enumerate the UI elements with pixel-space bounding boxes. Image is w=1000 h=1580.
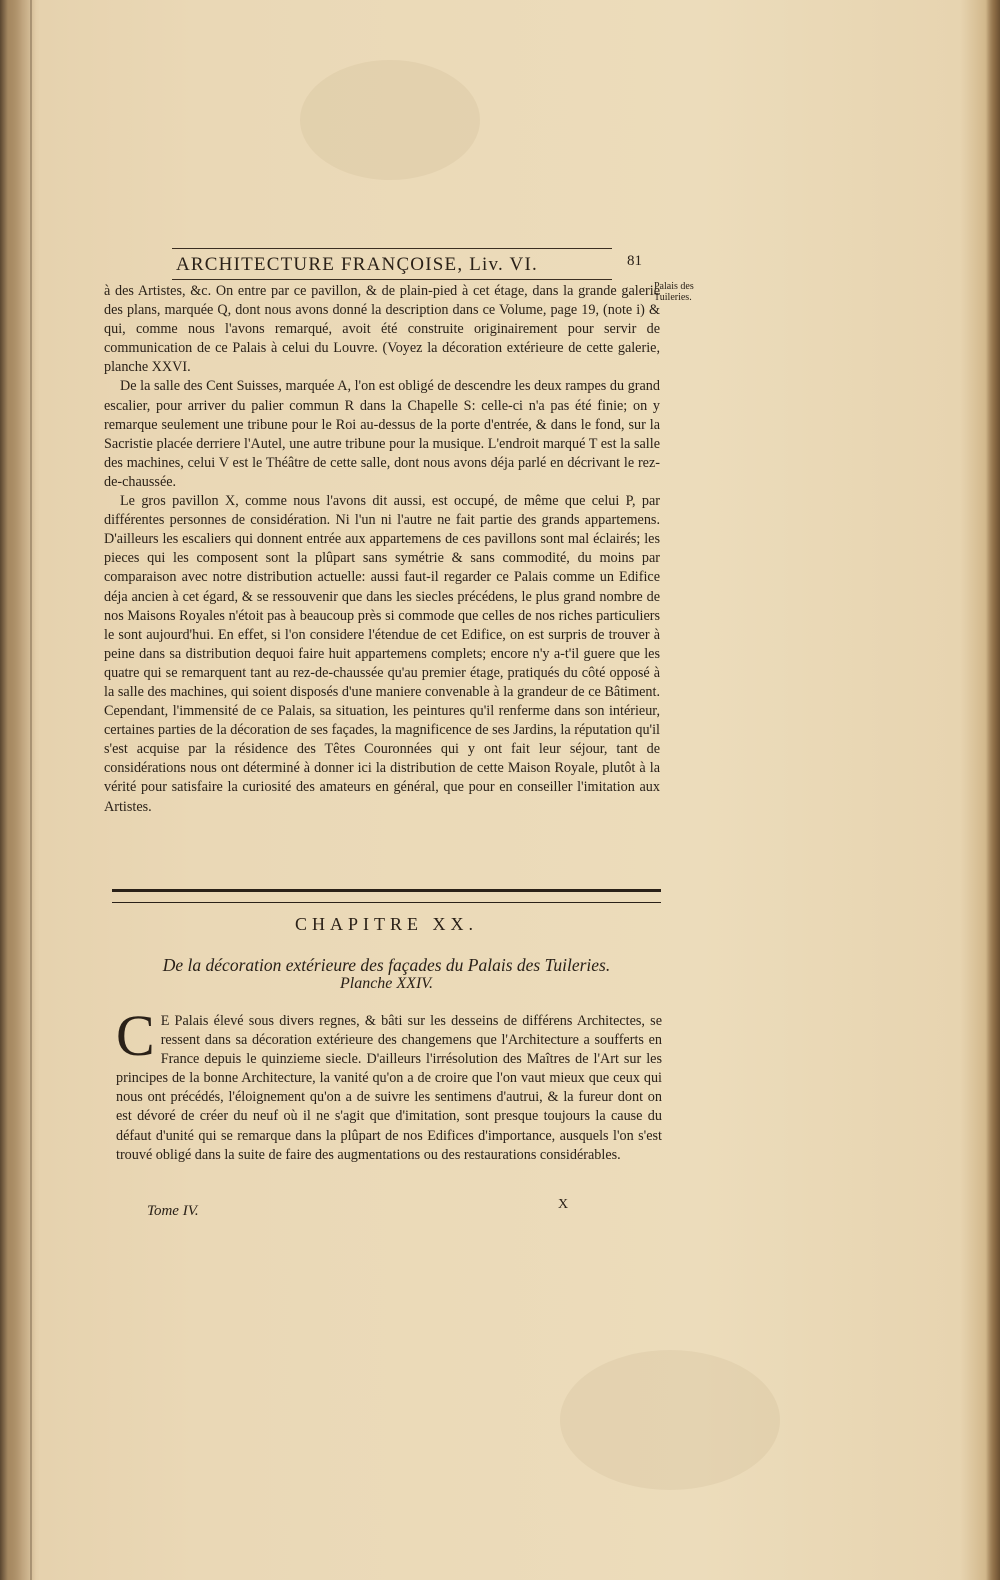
paragraph: à des Artistes, &c. On entre par ce pavillon, & de plain-pied à cet étage, dans la grande galerie des plans, marquée Q, dont nous avons donné la description dans ce Volume, page 19, (note i) & qui, comme nous l'avons remarqué, avoit été construite originairement pour servir de communication de ce Palais à celui du Louvre. (Voyez la décoration extérieure de cette galerie, planche XXVI.	[104, 283, 660, 376]
body-text	[104, 282, 660, 817]
signature-mark: X	[558, 1197, 569, 1212]
paper-stain	[300, 60, 480, 180]
chapter-text	[116, 1003, 662, 1165]
paragraph: Le gros pavillon X, comme nous l'avons dit aussi, est occupé, de même que celui P, par différentes personnes de considération. Ni l'un ni l'autre ne fait partie des grands appartemens. D'ailleurs les escaliers qui donnent entrée aux appartemens de ces pavillons sont mal éclairés; les pieces qui les composent sont la plûpart sans symétrie & sans commodité, du moins par comparaison avec notre distribution actuelle: aussi faut-il regarder ce Palais comme un Edifice déja ancien à cet égard, & se ressouvenir que dans les siecles précédens, le plus grand nombre de nos Maisons Royales n'étoit pas à beaucoup près si commode que celles de nos riches particuliers le sont aujourd'hui. En effet, si l'on considere l'étendue de cet Edifice, on est surpris de trouver à peine dans sa distribution dequoi faire huit appartemens complets; encore n'y a-t'il guere que les quatre qui se remarquent tant au rez-de-chaussée qu'au premier étage, pratiqués du côté opposé à la salle des machines, qui soient disposés d'une maniere convenable à la grandeur de ce Bâtiment. Cependant, l'immensité de ce Palais, sa situation, les peintures qu'il renferme dans son intérieur, certaines parties de la décoration de ses façades, la magnificence de ses Jardins, la réputation qu'il s'est acquise par la résidence des Têtes Couronnées qui y ont fait leur séjour, tant de considérations nous ont déterminé à donner ici la distribution de cette Maison Royale, plutôt à la vérité pour satisfaire la curiosité des amateurs en général, que pour en conseiller l'imitation aux Artistes.	[104, 493, 660, 815]
plate-reference: Planche XXIV.	[339, 975, 433, 992]
chapter-subtitle: De la décoration extérieure des façades du Palais des Tuileries.	[162, 955, 611, 975]
chapter-paragraph: E Palais élevé sous divers regnes, & bâti sur les desseins de différens Architectes, se ressent dans sa décoration extérieure des changemens que l'Architecture a soufferts en France depuis le quinzieme siecle. D'ailleurs l'irrésolution des Maîtres de l'Art sur les principes de la bonne Architecture, la vanité qu'on a de croire que l'on vaut mieux que ceux qui nous ont précédés, l'éloignement qu'on a de suivre les sentimens d'autrui, & la fureur dont on est dévoré de créer du neuf où il ne s'agit que d'imitation, sont presque toujours la cause du défaut d'unité qui se remarque dans la plûpart de nos Edifices d'importance, ausquels l'on s'est trouvé obligé dans la suite de faire des augmentations ou des restaurations considérables.	[116, 1013, 662, 1163]
page-edge-line	[30, 0, 32, 1580]
running-title: ARCHITECTURE FRANÇOISE, Liv. VI.	[176, 254, 538, 275]
chapter-title: CHAPITRE XX.	[294, 914, 478, 934]
drop-cap: C	[116, 1003, 155, 1068]
page-number: 81	[627, 253, 642, 269]
margin-note: Palais des Tuileries.	[654, 281, 694, 303]
paper-stain	[560, 1350, 780, 1490]
paragraph: De la salle des Cent Suisses, marquée A, l'on est obligé de descendre les deux rampes du grand escalier, pour arriver du palier commun R dans la Chapelle S: celle-ci n'a pas été finie; on y remarque seulement une tribune pour le Roi au-dessus de la porte d'entrée, & dans le fond, sur la Sacristie placée derriere l'Autel, une autre tribune pour la musique. L'endroit marqué T est la salle des machines, celui V est le Théâtre de cette salle, dont nous avons déja parlé en décrivant le rez-de-chaussée.	[104, 378, 660, 490]
page-right-edge	[986, 0, 1000, 1580]
section-rule	[112, 889, 661, 903]
running-header	[172, 248, 612, 280]
volume-footer: Tome IV.	[147, 1203, 199, 1219]
